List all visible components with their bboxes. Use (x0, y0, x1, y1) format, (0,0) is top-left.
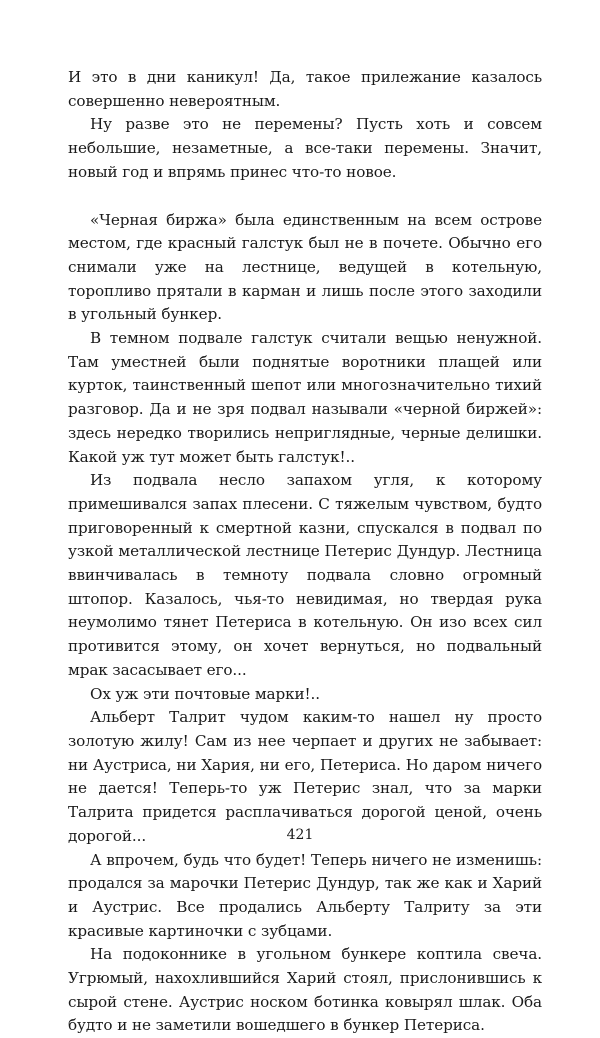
paragraph-changes: Ну разве это не перемены? Пусть хоть и совсем небольшие, незаметные, а все-таки перемены. Значит, новый год и впрямь принес что-то новое. (68, 115, 542, 181)
page-number: 421 (286, 827, 314, 843)
page-body (68, 66, 542, 1038)
section-break (68, 185, 542, 209)
paragraph-coal-smell: Из подвала несло запахом угля, к которому примешивался запах плесени. С тяжелым чувством, будто приговоренный к смертной казни, спускался в подвал по узкой металлической лестнице Петерис Дундур. Лестница ввинчивалась в темноту подвала словно огромный штопор. Казалось, чья-то невидимая, но твердая рука неумолимо тянет Петериса в котельную. Он изо всех сил противится этому, он хочет вернуться, но подвальный мрак засасывает его... (68, 471, 542, 679)
paragraph-holiday-diligence: И это в дни каникул! Да, такое прилежание казалось совершенно невероятным. (68, 68, 542, 110)
paragraph-dark-basement: В темном подвале галстук считали вещью ненужной. Там уместней были поднятые воротники плащей или курток, таинственный шепот или многозначительно тихий разговор. Да и не зря подвал называли «черной биржей»: здесь нередко творились неприглядные, черные делишки. Какой уж тут может быть галстук!.. (68, 329, 542, 466)
paragraph-albert-talrit: Альберт Талрит чудом каким-то нашел ну просто золотую жилу! Сам из нее черпает и других не забывает: ни Аустриса, ни Хария, ни его, Петериса. Но даром ничего не дается! Теперь-то уж Петерис знал, что за марки Талрита придется расплачиваться дорогой ценой, очень дорогой... (68, 708, 542, 845)
paragraph-black-exchange: «Черная биржа» была единственным на всем острове местом, где красный галстук был не в почете. Обычно его снимали уже на лестнице, ведущей в котельную, торопливо прятали в карман и лишь после этого заходили в угольный бункер. (68, 210, 542, 324)
paragraph-candle-bunker: На подоконнике в угольном бункере коптила свеча. Угрюмый, нахохлившийся Харий стоял, прислонившись к сырой стене. Аустрис носком ботинка ковырял шлак. Оба будто и не заметили вошедшего в бункер Петериса. (68, 945, 542, 1035)
paragraph-sold-out: А впрочем, будь что будет! Теперь ничего не изменишь: продался за марочки Петерис Дундур, так же как и Харий и Аустрис. Все продались Альберту Талриту за эти красивые картиночки с зубцами. (68, 850, 542, 940)
paragraph-postage-stamps: Ох уж эти почтовые марки!.. (90, 684, 321, 703)
